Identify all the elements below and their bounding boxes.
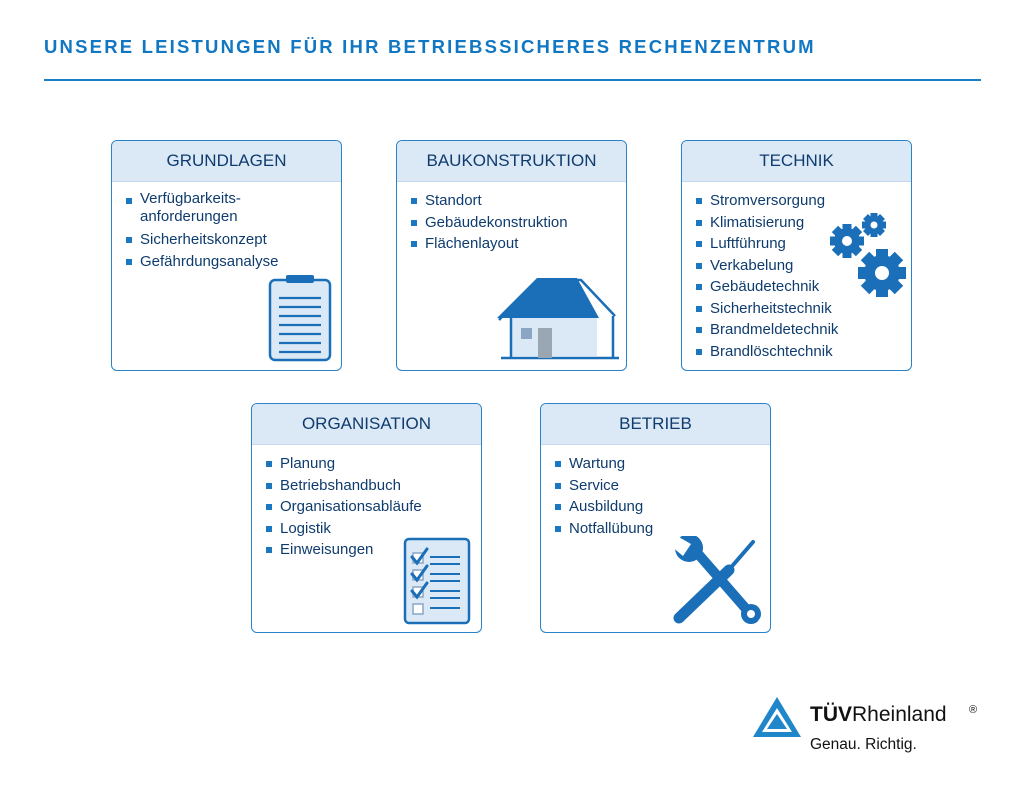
- list-item: Gebäudetechnik: [696, 276, 911, 298]
- tools-icon: [669, 536, 765, 628]
- card-betrieb: [540, 403, 771, 633]
- list-item: Planung: [266, 453, 481, 475]
- card-grundlagen: [111, 140, 342, 371]
- card-heading: BAUKONSTRUKTION: [397, 141, 626, 182]
- card-baukonstruktion: [396, 140, 627, 371]
- list-item: Klimatisierung: [696, 212, 911, 234]
- list-item: Gefährdungsanalyse: [126, 251, 341, 273]
- house-icon: [497, 274, 623, 364]
- list-item: Sicherheitstechnik: [696, 298, 911, 320]
- list-item: Gebäudekonstruktion: [411, 212, 626, 234]
- card-list: [397, 182, 626, 255]
- card-heading: BETRIEB: [541, 404, 770, 445]
- card-heading: GRUNDLAGEN: [112, 141, 341, 182]
- list-item: Notfallübung: [555, 518, 770, 540]
- card-list: [541, 445, 770, 539]
- registered-mark: ®: [969, 704, 978, 716]
- list-item: Logistik: [266, 518, 481, 540]
- list-item: Ausbildung: [555, 496, 770, 518]
- list-item: Organisationsabläufe: [266, 496, 481, 518]
- tuv-triangle-logo: [752, 696, 802, 738]
- checklist-icon: [402, 537, 472, 625]
- tuv-rheinland-logo: [752, 696, 987, 760]
- list-item: Verfügbarkeits- anforderungen: [126, 190, 341, 226]
- list-item: Betriebshandbuch: [266, 475, 481, 497]
- list-item: Luftführung: [696, 233, 911, 255]
- list-item: Brandlöschtechnik: [696, 341, 911, 363]
- brand-slogan: Genau. Richtig.: [810, 736, 917, 753]
- card-heading: ORGANISATION: [252, 404, 481, 445]
- card-list: [112, 182, 341, 272]
- list-item: Service: [555, 475, 770, 497]
- card-heading: TECHNIK: [682, 141, 911, 182]
- list-item: Einweisungen: [266, 539, 481, 561]
- list-item: Sicherheitskonzept: [126, 229, 341, 251]
- list-item: Stromversorgung: [696, 190, 911, 212]
- gears-icon: [827, 211, 907, 299]
- brand-name: TÜVRheinland: [810, 703, 947, 726]
- page-title: UNSERE LEISTUNGEN FÜR IHR BETRIEBSSICHERES RECHENZENTRUM: [44, 36, 816, 57]
- title-divider: [44, 79, 981, 81]
- clipboard-icon: [267, 274, 333, 364]
- list-item: Wartung: [555, 453, 770, 475]
- list-item: Brandmeldetechnik: [696, 319, 911, 341]
- list-item: Standort: [411, 190, 626, 212]
- list-item: Verkabelung: [696, 255, 911, 277]
- list-item: Flächenlayout: [411, 233, 626, 255]
- card-technik: [681, 140, 912, 371]
- card-organisation: [251, 403, 482, 633]
